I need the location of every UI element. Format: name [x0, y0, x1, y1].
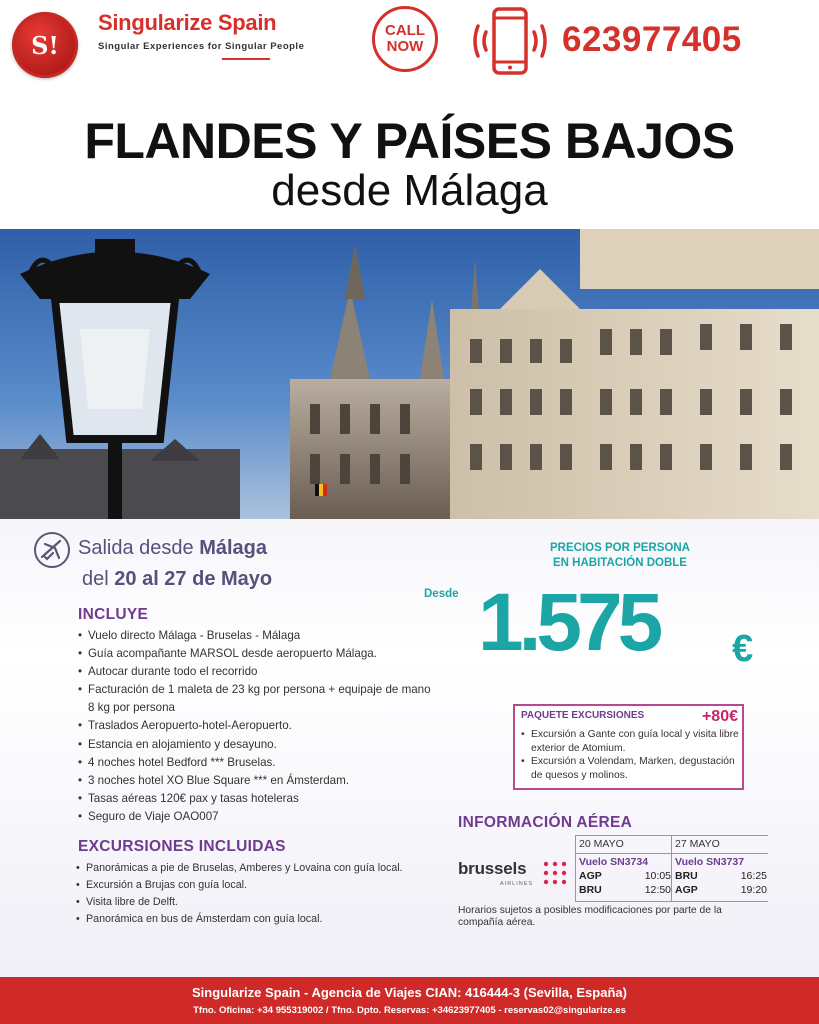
- flight-number: Vuelo SN3737: [675, 856, 745, 868]
- precios-label: [525, 541, 715, 571]
- page-title: FLANDES Y PAÍSES BAJOS: [84, 113, 735, 169]
- list-item: • Traslados Aeropuerto-hotel-Aeropuerto.: [78, 717, 438, 735]
- flight-date: 20 MAYO: [579, 838, 624, 850]
- flight-note: Horarios sujetos a posibles modificaciones por parte de la compañía aérea.: [458, 905, 722, 928]
- phone-number[interactable]: 623977405: [562, 20, 742, 59]
- brussels-airlines-logo: [458, 857, 570, 893]
- list-item: • Tasas aéreas 120€ pax y tasas hoteleras: [78, 790, 438, 808]
- list-item: • Autocar durante todo el recorrido: [78, 663, 438, 681]
- fechas-value: 20 al 27 de Mayo: [114, 568, 273, 590]
- paquete-title: PAQUETE EXCURSIONES: [521, 710, 645, 721]
- airline-sub: AIRLINES: [500, 881, 534, 887]
- list-item: • Panorámica en bus de Ámsterdam con guía local.: [76, 911, 406, 928]
- list-item: • 4 noches hotel Bedford *** Bruselas.: [78, 754, 438, 772]
- brand-seal-logo: [12, 12, 78, 78]
- footer-agency: Singularize Spain - Agencia de Viajes CIAN: 416444-3 (Sevilla, España): [192, 985, 627, 1000]
- flight-vuelta: [675, 835, 767, 897]
- page-subtitle: desde Málaga: [271, 166, 548, 215]
- list-item: • Excursión a Volendam, Marken, degustación de quesos y molinos.: [521, 755, 743, 782]
- airline-name: brussels: [458, 859, 527, 878]
- footer: [0, 977, 819, 1024]
- list-item: • Facturación de 1 maleta de 23 kg por persona + equipaje de mano 8 kg por persona: [78, 681, 438, 717]
- list-item: • Excursión a Gante con guía local y visita libre exterior de Atomium.: [521, 728, 743, 755]
- brussels-grand-place-photo: [0, 229, 819, 519]
- divider: [575, 901, 768, 902]
- brand-tagline: Singular Experiences for Singular People: [98, 41, 305, 52]
- price-currency: €: [732, 628, 754, 670]
- paquete-price: +80€: [701, 708, 738, 725]
- desde-label: Desde: [424, 588, 459, 600]
- airport-code: BRU: [675, 870, 698, 882]
- divider: [575, 835, 576, 901]
- list-item: • Guía acompañante MARSOL desde aeropuerto Málaga.: [78, 645, 438, 663]
- list-item: • Panorámicas a pie de Bruselas, Amberes y Lovaina con guía local.: [76, 860, 406, 877]
- salida-city: Málaga: [199, 537, 268, 559]
- list-item: • Estancia en alojamiento y desayuno.: [78, 736, 438, 754]
- informacion-aerea-title: INFORMACIÓN AÉREA: [458, 814, 633, 831]
- call-line1: CALL: [385, 22, 425, 39]
- airport-code: BRU: [579, 884, 602, 896]
- flight-arrival: [579, 883, 671, 897]
- footer-contact[interactable]: Tfno. Oficina: +34 955319002 / Tfno. Dpto. Reservas: +34623977405 - reservas02@singularize.es: [193, 1005, 626, 1016]
- call-now-badge[interactable]: [372, 6, 438, 72]
- call-line2: NOW: [386, 38, 424, 55]
- list-item: • Excursión a Brujas con guía local.: [76, 877, 406, 894]
- flight-time: 12:50: [644, 884, 671, 896]
- precios-label-line1: PRECIOS POR PERSONA: [550, 542, 690, 554]
- paquete-excursiones-box: [513, 704, 744, 790]
- flight-departure: [675, 869, 767, 883]
- flight-number: Vuelo SN3734: [579, 856, 649, 868]
- salida-text: [78, 537, 267, 560]
- flight-time: 10:05: [644, 870, 671, 882]
- flight-arrival: [675, 883, 767, 897]
- incluye-title: INCLUYE: [78, 606, 149, 623]
- airport-code: AGP: [579, 870, 602, 882]
- flight-departure: [579, 869, 671, 883]
- list-item: • Visita libre de Delft.: [76, 894, 406, 911]
- list-item: • 3 noches hotel XO Blue Square *** en Ámsterdam.: [78, 772, 438, 790]
- airline-dots-icon: [542, 860, 568, 886]
- divider: [671, 835, 672, 901]
- brand-name: Singularize Spain: [98, 10, 277, 35]
- incluye-list: [78, 627, 438, 826]
- seal-text: S!: [31, 30, 59, 60]
- flight-date: 27 MAYO: [675, 838, 720, 850]
- fechas-prefix: del: [82, 568, 109, 590]
- mobile-phone-icon: [470, 6, 550, 76]
- price-amount: 1.575: [478, 577, 659, 668]
- fechas-text: [82, 568, 272, 591]
- airplane-icon: [33, 531, 71, 569]
- excursiones-list: [76, 860, 406, 928]
- airport-code: AGP: [675, 884, 698, 896]
- list-item: • Seguro de Viaje OAO007: [78, 808, 438, 826]
- brand-underline: [222, 58, 270, 60]
- header: [0, 0, 819, 95]
- flight-time: 16:25: [740, 870, 767, 882]
- flight-time: 19:20: [740, 884, 767, 896]
- excursiones-title: EXCURSIONES INCLUIDAS: [78, 838, 286, 855]
- paquete-list: [521, 728, 743, 782]
- list-item: • Vuelo directo Málaga - Bruselas - Málaga: [78, 627, 438, 645]
- flight-ida: [579, 835, 671, 897]
- photo-illustration: [0, 229, 819, 519]
- salida-prefix: Salida desde: [78, 537, 194, 559]
- precios-label-line2: EN HABITACIÓN DOBLE: [553, 557, 687, 569]
